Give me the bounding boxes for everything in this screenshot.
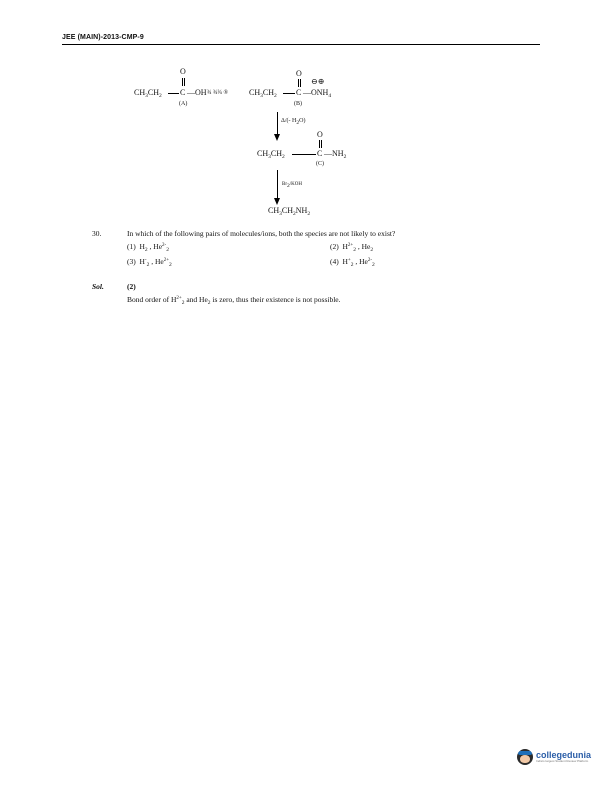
logo-name: collegedunia <box>536 749 592 760</box>
question-number: 30. <box>92 229 102 238</box>
solution-text: Bond order of $H^{2+}_2$ and $He_2$ is zero, thus their existence is not possible. <box>127 295 341 306</box>
reaction-arrowhead-1 <box>274 134 280 141</box>
product-b-carbon: C <box>296 88 302 97</box>
logo-tagline: India's largest Student Review Platform <box>536 758 589 763</box>
product-b-label: (B) <box>294 101 302 107</box>
collegedunia-logo <box>517 749 591 765</box>
reactant-a-bond <box>168 93 179 94</box>
product-c-double-bond <box>319 140 322 148</box>
reactant-a-label: (A) <box>179 101 188 107</box>
option-3: (3) $H^-_2$ , $He^{2+}_2$ <box>127 257 172 268</box>
reactant-a-carbonyl-oxygen: O <box>180 67 186 76</box>
product-c-label: (C) <box>316 161 324 167</box>
step1-condition: Δ/(- $H_2O$) <box>281 118 306 126</box>
step2-condition: $Br_2$/KOH <box>282 182 302 189</box>
product-b-charges: ⊖⊕ <box>311 77 325 86</box>
reactant-a-carbon: C <box>180 88 186 97</box>
reagent-arrow: ¾ ¾¾ ® <box>207 90 229 96</box>
reaction-arrow-1 <box>277 112 278 136</box>
reactant-a-formula: $CH_3CH_2$ <box>134 88 162 99</box>
mascot-icon <box>517 749 533 765</box>
option-1: (1) $H_2$ , $He^{2-}_2$ <box>127 242 169 253</box>
product-b-bond <box>283 93 295 94</box>
reactant-a-tail: —OH <box>187 88 207 97</box>
product-b-double-bond <box>298 79 301 87</box>
product-c-carbon: C <box>317 149 323 158</box>
page-header: JEE (MAIN)-2013-CMP-9 <box>62 34 540 45</box>
product-d-formula: $CH_3CH_2NH_2$ <box>268 206 311 217</box>
question-text: In which of the following pairs of molecules/ions, both the species are not likely to exist? <box>127 229 396 238</box>
reaction-arrowhead-2 <box>274 198 280 205</box>
reactant-a-double-bond <box>182 78 185 86</box>
solution-answer: (2) <box>127 282 136 291</box>
product-b-tail: $—ONH_4$ <box>303 88 332 99</box>
product-c-tail: $—NH_2$ <box>324 149 347 160</box>
product-b-carbonyl-oxygen: O <box>296 69 302 78</box>
product-c-carbonyl-oxygen: O <box>317 130 323 139</box>
product-b-formula: $CH_3CH_2$ <box>249 88 277 99</box>
option-2: (2) $H^{2+}_2$ , $He_2$ <box>330 242 374 253</box>
option-4: (4) $H^+_2$ , $He^{2-}_2$ <box>330 257 375 268</box>
product-c-formula: $CH_3CH_2$ <box>257 149 285 160</box>
reaction-arrow-2 <box>277 170 278 200</box>
product-c-bond <box>292 154 316 155</box>
solution-label: Sol. <box>92 282 104 291</box>
